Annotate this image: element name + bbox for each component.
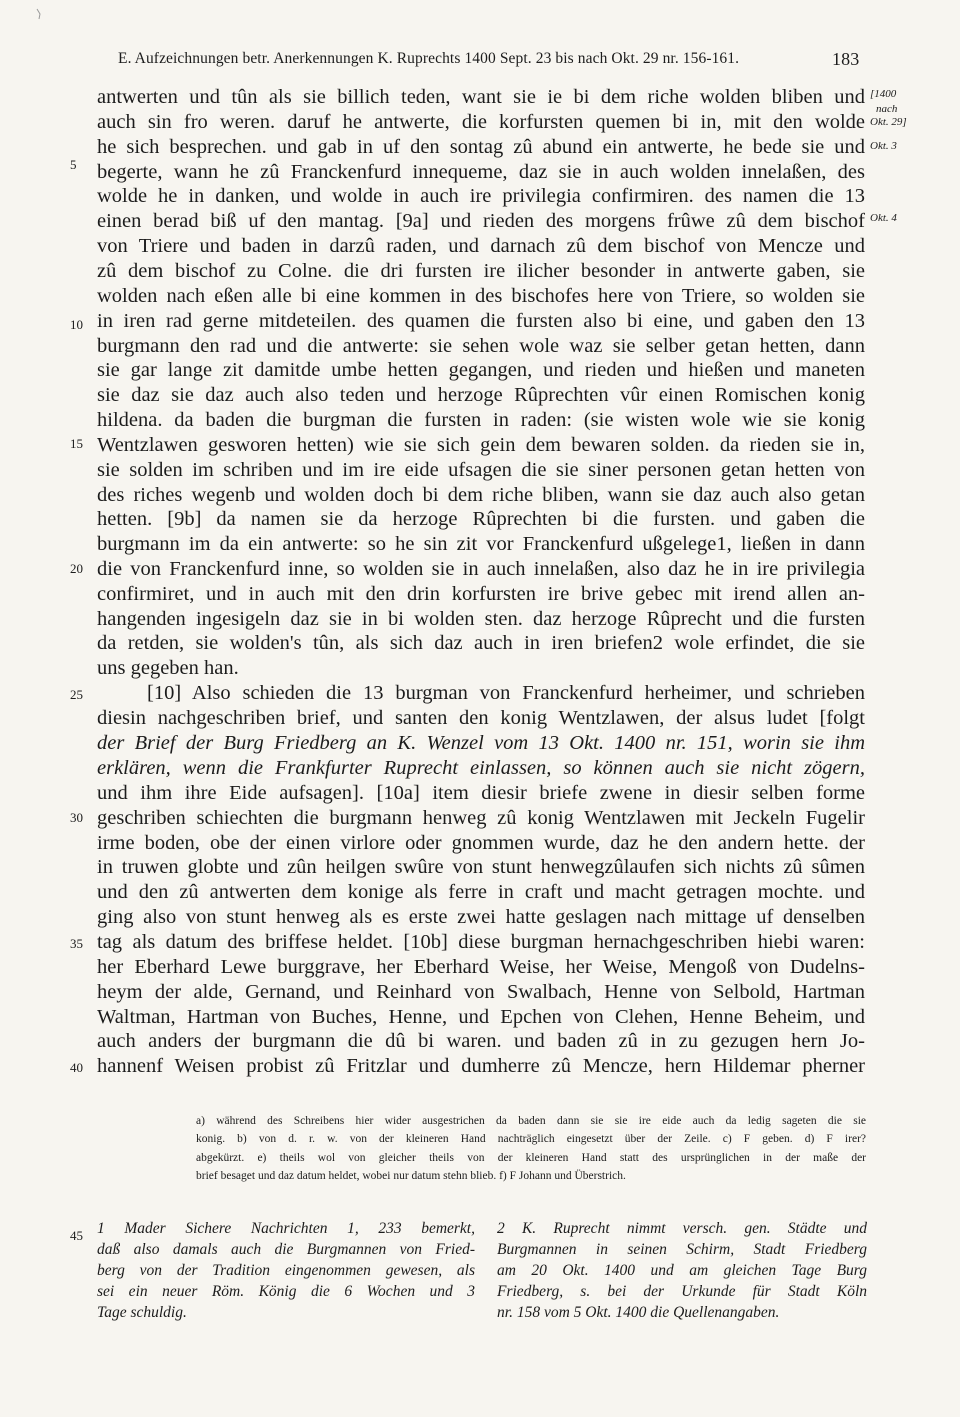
text-line: Waltman, Hartman von Buches, Henne, und Epchen von Clehen, Henne Beheim, und [97, 1006, 865, 1028]
text-line: in truwen globte und zûn heilgen swûre von stunt henwegzûlaufen sich nichts zû sûmen [97, 856, 865, 878]
text-line: diesin nachgeschriben brief, und santen den konig Wentzlawen, der alsus ludet [folgt [97, 707, 865, 729]
text-line: erklären, wenn die Frankfurter Ruprecht einlassen, so können auch sie nicht zögern, [97, 757, 865, 779]
footnote-1 [97, 1218, 475, 1323]
variant-line: brief besaget und daz datum heldet, wobei nur datum stehn blieb. f) F Johann und Überstrich. [196, 1169, 626, 1182]
text-line: hetten. [9b] da namen sie da herzoge Rûprechten bi die fursten. und gaben die [97, 508, 865, 530]
text-line: he sich besprechen. und gab in uf den sontag zû abund ein antwerte, he bede sie und [97, 136, 865, 158]
text-line: antwerten und tûn als sie billich teden, want sie ie bi dem riche wolden bliben und [97, 86, 865, 108]
text-line: sie daz sie daz auch also teden und herzoge Rûprechten vûr einen Romischen konig [97, 384, 865, 406]
text-line: irme boden, obe der einen virlore oder gnommen wurde, daz he den andern hette. der [97, 832, 865, 854]
margin-date-okt4: Okt. 4 [870, 212, 897, 224]
text-line: die von Franckenfurd inne, so wolden sie in auch innelaßen, also daz he in ire privilegia [97, 558, 865, 580]
text-line: begerte, wann he zû Franckenfurd innequeme, daz sie in auch wolden innelaßen, des [97, 161, 865, 183]
footnote-line: sei ein neuer Röm. König die 6 Wochen und 3 [97, 1283, 475, 1300]
text-line: wolden nach eßen alle bi eine kommen in des bischofes here von Triere, so wolden sie [97, 285, 865, 307]
line-number: 5 [70, 157, 77, 172]
text-line: uns gegeben han. [97, 657, 239, 679]
scan-speck [36, 8, 44, 20]
text-line: hildena. da baden die burgman die fursten in raden: (sie wisten wole wie sie konig [97, 409, 865, 431]
footnote-line: nr. 158 vom 5 Okt. 1400 die Quellenangaben. [497, 1304, 780, 1321]
text-line: sie solden im schriben und im ire eide ufsagen die sie siner personen getan hetten von [97, 459, 865, 481]
text-line: zû dem bischof zu Colne. die dri fursten ire ilicher besonder in antwerte gaben, sie [97, 260, 865, 282]
text-line: von Triere und baden in darzû raden, und darnach zû dem bischof von Mencze und [97, 235, 865, 257]
text-line: Wentzlawen gesworen hetten) wie sie sich gein dem bewaren solden. da rieden sie in, [97, 434, 865, 456]
text-line: wolde he in danken, und wolde in auch ire privilegia confirmiren. des namen die 13 [97, 185, 865, 207]
running-header [118, 50, 878, 68]
variant-line: abgekürzt. e) theils wol von gleicher theils von der kleineren Hand statt des ursprünglichen in der maße der [196, 1151, 866, 1164]
footnote-line: 2 K. Ruprecht nimmt versch. gen. Städte und [497, 1220, 867, 1237]
line-number: 25 [70, 687, 83, 702]
text-line: ging also von stunt henweg als es erste zwei hatte geslagen nach mittage uf denselben [97, 906, 865, 928]
footnote-line: Burgmannen in seinen Schirm, Stadt Friedberg [497, 1241, 867, 1258]
text-line: und ihm ihre Eide aufsagen]. [10a] item diesir briefe zwene in diesir selben forme [97, 782, 865, 804]
text-line: her Eberhard Lewe burggrave, her Eberhard Weise, her Weise, Mengoß von Dudelns- [97, 956, 865, 978]
variant-line: a) während des Schreibens hier wider ausgestrichen da baden dann sie sie ire eide auch da ledig sageten die sie [196, 1115, 866, 1127]
footnote-line: Friedberg, s. bei der Urkunde für Stadt Köln [497, 1283, 867, 1300]
text-line: geschriben schiechten die burgmann henweg zû konig Wentzlawen mit Jeckeln Fugelir [97, 807, 865, 829]
page-number: 183 [832, 49, 860, 69]
text-line: und den zû antwerten dem konige als ferre in craft und macht getragen mochte. und [97, 881, 865, 903]
text-line: confirmiret, und in auch mit den drin korfursten ire brive gebec mit irend allen an- [97, 583, 865, 605]
margin-date-nach: nach [876, 103, 898, 115]
footnote-line: am 20 Okt. 1400 und am gleichen Tage Burg [497, 1262, 867, 1279]
footnote-line: daß also damals auch die Burgmannen von Fried- [97, 1241, 475, 1258]
footnote-line: 1 Mader Sichere Nachrichten 1, 233 bemerkt, [97, 1220, 475, 1237]
text-line: sie gar lange zit damitde umbe hetten gegangen, und rieden und hießen und maneten [97, 359, 865, 381]
text-line: auch anders der burgmann die dû bi waren. und baden zû in zu gezugen hern Jo- [97, 1030, 865, 1052]
line-number: 35 [70, 936, 83, 951]
variant-line: konig. b) von d. r. w. von der kleineren Hand nachträglich eingesetzt über der Zeile. c) F geben. d) F irer? [196, 1133, 866, 1146]
line-number: 20 [70, 561, 83, 576]
variant-apparatus [196, 1112, 866, 1185]
text-line: burgmann im da ein antwerte: so he sin zit vor Franckenfurd ußgelege1, ließen in dann [97, 533, 865, 555]
line-number: 40 [70, 1060, 83, 1075]
text-line: der Brief der Burg Friedberg an K. Wenzel vom 13 Okt. 1400 nr. 151, worin sie ihm [97, 732, 865, 754]
footnote-2 [497, 1218, 867, 1323]
text-line: burgmann den rad und die antwerte: sie sehen wole waz sie selber getan hetten, dann [97, 335, 865, 357]
footnote-line: Tage schuldig. [97, 1304, 187, 1321]
running-title: E. Aufzeichnungen betr. Anerkennungen K. Ruprechts 1400 Sept. 23 bis nach Okt. 29 nr. 156-161. [118, 50, 740, 67]
text-line: des riches wegenb und wolden doch bi dem riche bliben, wann sie daz auch also getan [97, 484, 865, 506]
line-number: 30 [70, 810, 83, 825]
text-line: heym der alde, Gernand, und Reinhard von Swalbach, Henne von Selbold, Hartman [97, 981, 865, 1003]
text-line: hannenf Weisen probist zû Fritzlar und dumherre zû Mencze, hern Hildemar pherner [97, 1055, 865, 1077]
line-number: 10 [70, 317, 83, 332]
text-line: da retden, sie wolden's tûn, als sich daz auch in iren briefen2 wole erfindet, die sie [97, 632, 865, 654]
text-line: in iren rad gerne mitdeteilen. des quamen die fursten also bi eine, und gaben den 13 [97, 310, 865, 332]
margin-date-year: [1400 [870, 88, 897, 100]
line-number: 45 [70, 1228, 83, 1243]
text-line: tag als datum des briffese heldet. [10b] diese burgman hernachgeschriben hiebi waren: [97, 931, 865, 953]
text-line: auch sin fro weren. daruf he antwerte, die korfursten quemen bi in, mit den wolde [97, 111, 865, 133]
text-line: hangenden ingesigeln daz sie in bi wolden sten. daz herzoge Rûprecht und die fursten [97, 608, 865, 630]
line-number: 15 [70, 436, 83, 451]
margin-date-okt29: Okt. 29] [870, 116, 907, 128]
footnote-line: berg von der Tradition eingenommen gewesen, als [97, 1262, 475, 1279]
text-line: [10] Also schieden die 13 burgman von Franckenfurd herheimer, und schrieben [147, 682, 865, 704]
text-line: einen berad biß uf den mantag. [9a] und rieden des morgens frûwe zû dem bischof [97, 210, 865, 232]
margin-date-okt3: Okt. 3 [870, 140, 897, 152]
